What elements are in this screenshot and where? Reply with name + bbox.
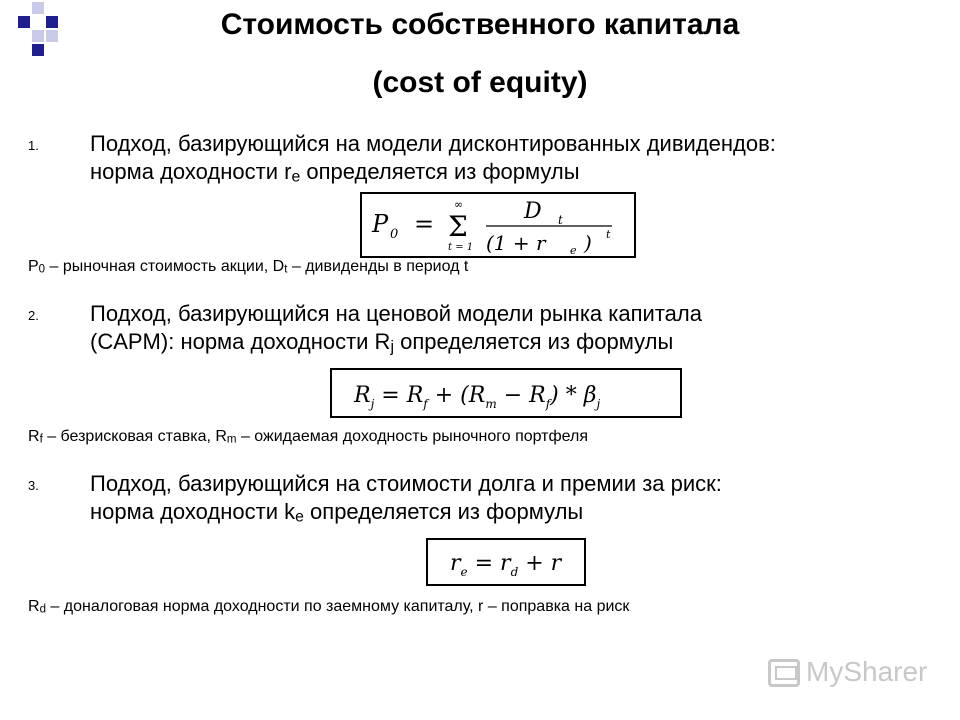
svg-text:Rj = Rf + (Rm − Rf) * βj: $R_j = R_f + (R_m - R_f) * \beta_j$ (354, 383, 601, 411)
item-number: 2. (28, 308, 39, 323)
item-number: 1. (28, 138, 39, 153)
item-text (90, 470, 722, 531)
svg-text:P: P (372, 210, 389, 238)
item-line2: норма доходности re определяется из формулы (90, 159, 580, 186)
item-line1: Подход, базирующийся на модели дисконтированных дивидендов: (90, 131, 776, 156)
item-line1: Подход, базирующийся на стоимости долга и премии за риск: (90, 471, 722, 496)
svg-text:∞: ∞ (454, 198, 464, 211)
svg-text:D: D (524, 199, 542, 224)
page-subtitle: (cost of equity) (372, 66, 588, 99)
formula-capm (330, 368, 682, 418)
item-number: 3. (28, 478, 39, 493)
item-text (90, 130, 776, 191)
svg-text:e: e (570, 244, 577, 256)
formula-bond-yield (426, 538, 586, 586)
item-line1: Подход, базирующийся на ценовой модели рынка капитала (90, 301, 702, 326)
page-title: Стоимость собственного капитала (220, 8, 740, 41)
svg-text:0: 0 (390, 227, 399, 242)
svg-text:re = rd + r: $r_e = r_d + r$ (450, 551, 562, 579)
watermark-logo (768, 656, 927, 688)
svg-text:t = 1: t = 1 (448, 242, 474, 253)
item-line2: норма доходности ke определяется из формулы (90, 499, 584, 526)
formula-ddm (360, 192, 636, 258)
decor-square (32, 44, 44, 56)
logo-text: MySharer (806, 656, 928, 687)
note-2: Rf – безрисковая ставка, Rm – ожидаемая доходность рыночного портфеля (28, 428, 589, 446)
svg-text:=: = (414, 210, 435, 238)
logo-icon (768, 659, 800, 687)
svg-text:t: t (606, 228, 611, 241)
svg-text:Σ: Σ (448, 210, 468, 243)
item-line2: (CAPM): норма доходности Rj определяется из формулы (90, 329, 674, 356)
item-text (90, 300, 702, 361)
note-1: P0 – рыночная стоимость акции, Dt – дивиденды в период t (28, 258, 469, 276)
svg-text:): ) (584, 231, 592, 255)
note-3: Rd – доналоговая норма доходности по заемному капиталу, r – поправка на риск (28, 598, 630, 616)
svg-text:(1 + r: (1 + r (486, 231, 546, 255)
svg-text:t: t (558, 213, 563, 227)
